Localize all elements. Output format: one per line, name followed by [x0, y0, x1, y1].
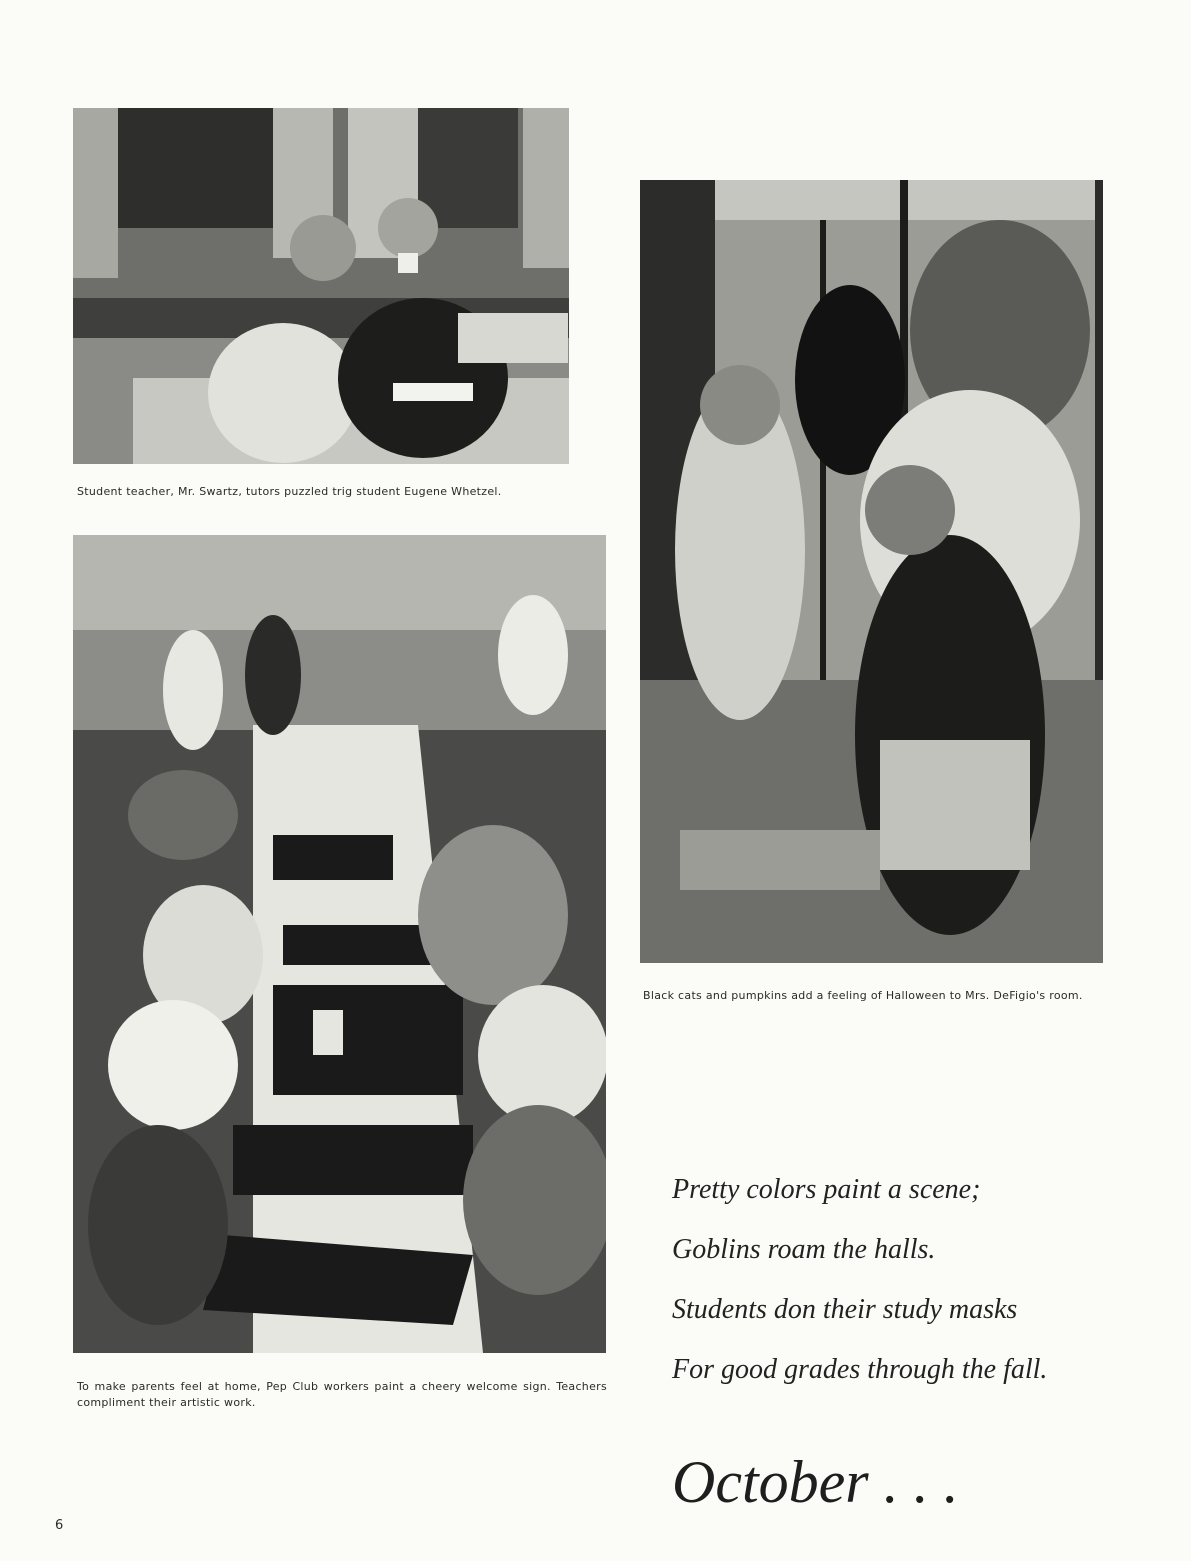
poem	[672, 1160, 1172, 1400]
caption-halloween: Black cats and pumpkins add a feeling of Halloween to Mrs. DeFigio's room.	[643, 989, 1083, 1002]
caption-sign-painting: To make parents feel at home, Pep Club workers paint a cheery welcome sign. Teachers compliment their artistic work.	[77, 1380, 607, 1409]
poem-line: Goblins roam the halls.	[672, 1234, 936, 1265]
caption-tutoring: Student teacher, Mr. Swartz, tutors puzzled trig student Eugene Whetzel.	[77, 485, 502, 498]
photo-halloween-window	[640, 180, 1103, 963]
photo-sign-painting	[73, 535, 606, 1353]
poem-line: Pretty colors paint a scene;	[672, 1174, 981, 1205]
page-number: 6	[55, 1518, 64, 1533]
photo-tutoring	[73, 108, 569, 464]
poem-line: For good grades through the fall.	[672, 1354, 1048, 1385]
photo-tutoring-image	[73, 108, 569, 464]
photo-sign-painting-image	[73, 535, 606, 1353]
photo-halloween-window-image	[640, 180, 1103, 963]
poem-line: Students don their study masks	[672, 1294, 1018, 1325]
month-heading: October . . .	[672, 1449, 959, 1515]
